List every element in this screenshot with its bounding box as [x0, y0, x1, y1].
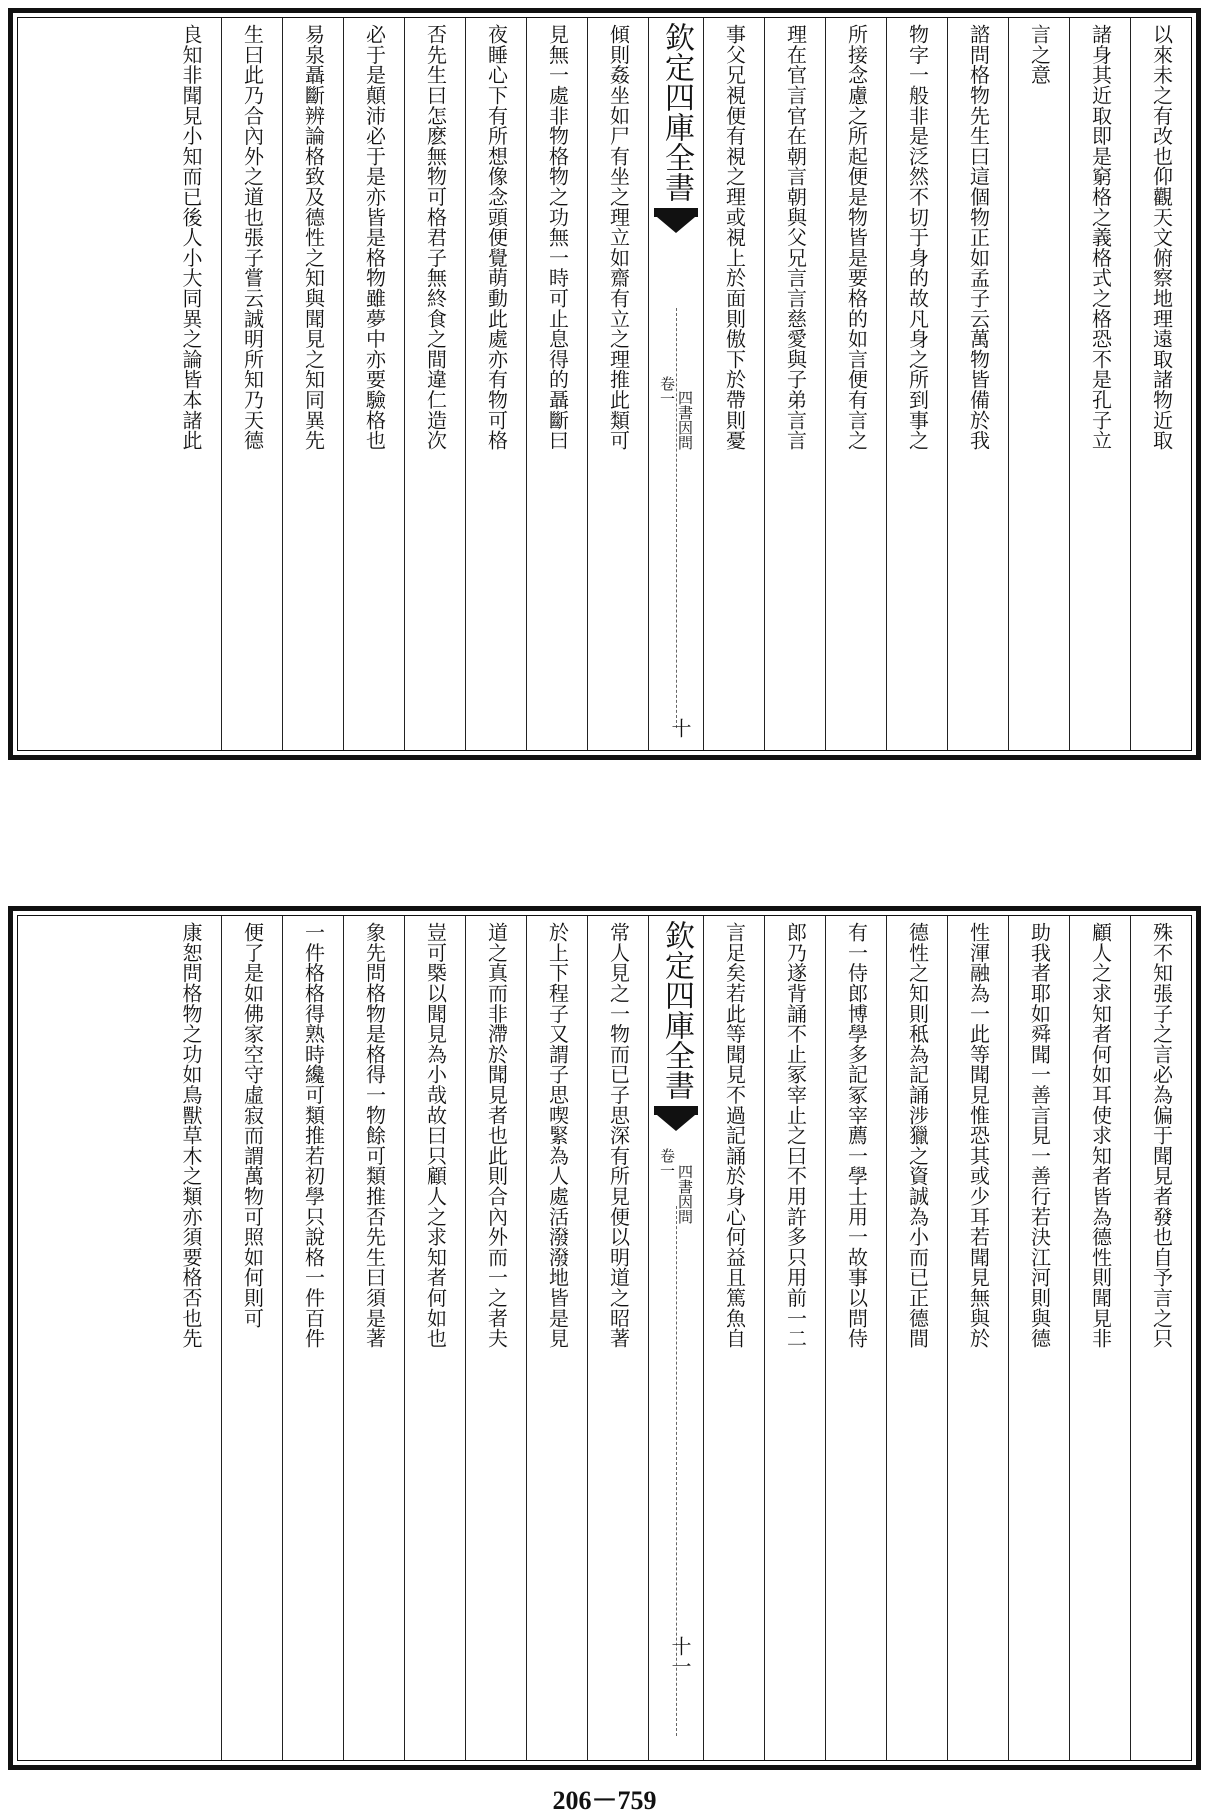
text-column — [764, 18, 825, 750]
column-text: 以來未之有改也仰觀天文俯察地理遠取諸物近取 — [1149, 24, 1174, 451]
text-column — [282, 916, 343, 1760]
column-text: 理在官言官在朝言朝與父兄言言慈愛與子弟言言 — [783, 24, 808, 451]
fold-header: 欽定四庫全書 — [659, 920, 694, 1100]
column-text: 必于是顛沛必于是亦皆是格物雖夢中亦要驗格也 — [362, 24, 387, 451]
text-column — [886, 916, 947, 1760]
text-column — [343, 18, 404, 750]
fishtail-mark — [654, 1106, 698, 1146]
column-text: 言之意 — [1027, 24, 1052, 85]
text-column — [465, 18, 526, 750]
text-column — [825, 18, 886, 750]
text-column — [160, 916, 221, 1760]
bottom-page-frame — [17, 915, 1192, 1761]
text-column — [1008, 916, 1069, 1760]
column-text: 郎乃遂背誦不止冢宰止之曰不用許多只用前一二 — [783, 922, 808, 1349]
fold-page-number: 十 — [668, 718, 692, 738]
text-column — [465, 916, 526, 1760]
fold-page-number: 十一 — [668, 1636, 692, 1676]
column-text: 一件格格得熟時纔可類推若初學只說格一件百件 — [301, 922, 326, 1349]
center-fold — [648, 916, 703, 1760]
bottom-page-columns — [18, 916, 1191, 1760]
text-column — [343, 916, 404, 1760]
column-text: 道之真而非滯於聞見者也此則合內外而一之者夫 — [484, 922, 509, 1349]
column-text: 事父兄視便有視之理或視上於面則傲下於帶則憂 — [722, 24, 747, 451]
text-column — [1069, 916, 1130, 1760]
text-column — [282, 18, 343, 750]
text-column — [703, 18, 764, 750]
column-text: 諸身其近取即是窮格之義格式之格恐不是孔子立 — [1088, 24, 1113, 451]
text-column — [1130, 916, 1191, 1760]
text-column — [1130, 18, 1191, 750]
text-column — [221, 18, 282, 750]
column-text: 傾則姦坐如尸有坐之理立如齋有立之理推此類可 — [606, 24, 631, 451]
center-fold — [648, 18, 703, 750]
column-text: 物字一般非是泛然不切于身的故凡身之所到事之 — [905, 24, 930, 451]
text-column — [825, 916, 886, 1760]
column-text: 康恕問格物之功如鳥獸草木之類亦須要格否也先 — [179, 922, 203, 1349]
text-column — [764, 916, 825, 1760]
fishtail-mark — [654, 208, 698, 248]
text-column — [947, 916, 1008, 1760]
fold-line — [676, 308, 677, 728]
column-text: 常人見之一物而已子思深有所見便以明道之昭著 — [606, 922, 631, 1349]
text-column — [404, 18, 465, 750]
top-page — [8, 8, 1201, 760]
text-column — [526, 916, 587, 1760]
text-column — [404, 916, 465, 1760]
column-text: 有一侍郎博學多記冢宰薦一學士用一故事以問侍 — [844, 922, 869, 1349]
column-text: 夜睡心下有所想像念頭便覺萌動此處亦有物可格 — [484, 24, 509, 451]
column-text: 否先生曰怎麽無物可格君子無終食之間違仁造次 — [423, 24, 448, 451]
text-column — [587, 916, 648, 1760]
column-text: 言足矣若此等聞見不過記誦於身心何益且篤魚自 — [722, 922, 747, 1349]
column-text: 德性之知則秪為記誦涉獵之資誠為小而已正德間 — [905, 922, 930, 1349]
text-column — [947, 18, 1008, 750]
text-column — [221, 916, 282, 1760]
text-column — [886, 18, 947, 750]
column-text: 殊不知張子之言必為偏于聞見者發也自予言之只 — [1149, 922, 1174, 1349]
column-text: 諮問格物先生曰這個物正如孟子云萬物皆備於我 — [966, 24, 991, 451]
column-text: 良知非聞見小知而已後人小大同異之論皆本諸此 — [179, 24, 203, 451]
column-text: 助我者耶如舜聞一善言見一善行若決江河則與德 — [1027, 922, 1052, 1349]
column-text: 所接念慮之所起便是物皆是要格的如言便有言之 — [844, 24, 869, 451]
text-column — [1069, 18, 1130, 750]
column-text: 性渾融為一此等聞見惟恐其或少耳若聞見無與於 — [966, 922, 991, 1349]
text-column — [703, 916, 764, 1760]
column-text: 生曰此乃合內外之道也張子嘗云誠明所知乃天德 — [240, 24, 265, 451]
column-text: 象先問格物是格得一物餘可類推否先生曰須是著 — [362, 922, 387, 1349]
fold-book-title: 四書因問 — [676, 390, 694, 450]
fold-header: 欽定四庫全書 — [659, 22, 694, 202]
column-text: 顧人之求知者何如耳使求知者皆為德性則聞見非 — [1088, 922, 1113, 1349]
fold-volume: 卷一 — [658, 1148, 676, 1178]
fold-book-title: 四書因問 — [676, 1164, 694, 1224]
column-text: 豈可槩以聞見為小哉故曰只顧人之求知者何如也 — [423, 922, 448, 1349]
top-page-frame — [17, 17, 1192, 751]
top-page-columns — [18, 18, 1191, 750]
column-text: 易泉聶斷辨論格致及德性之知與聞見之知同異先 — [301, 24, 326, 451]
text-column — [526, 18, 587, 750]
column-text: 見無一處非物格物之功無一時可止息得的聶斷曰 — [545, 24, 570, 451]
text-column — [160, 18, 221, 750]
page-footer-number: 206－759 — [552, 1786, 657, 1815]
column-text: 於上下程子又謂子思喫緊為人處活潑潑地皆是見 — [545, 922, 570, 1349]
fold-volume: 卷一 — [658, 376, 676, 406]
text-column — [587, 18, 648, 750]
bottom-page — [8, 906, 1201, 1770]
column-text: 便了是如佛家空守虛寂而謂萬物可照如何則可 — [240, 922, 265, 1328]
text-column — [1008, 18, 1069, 750]
